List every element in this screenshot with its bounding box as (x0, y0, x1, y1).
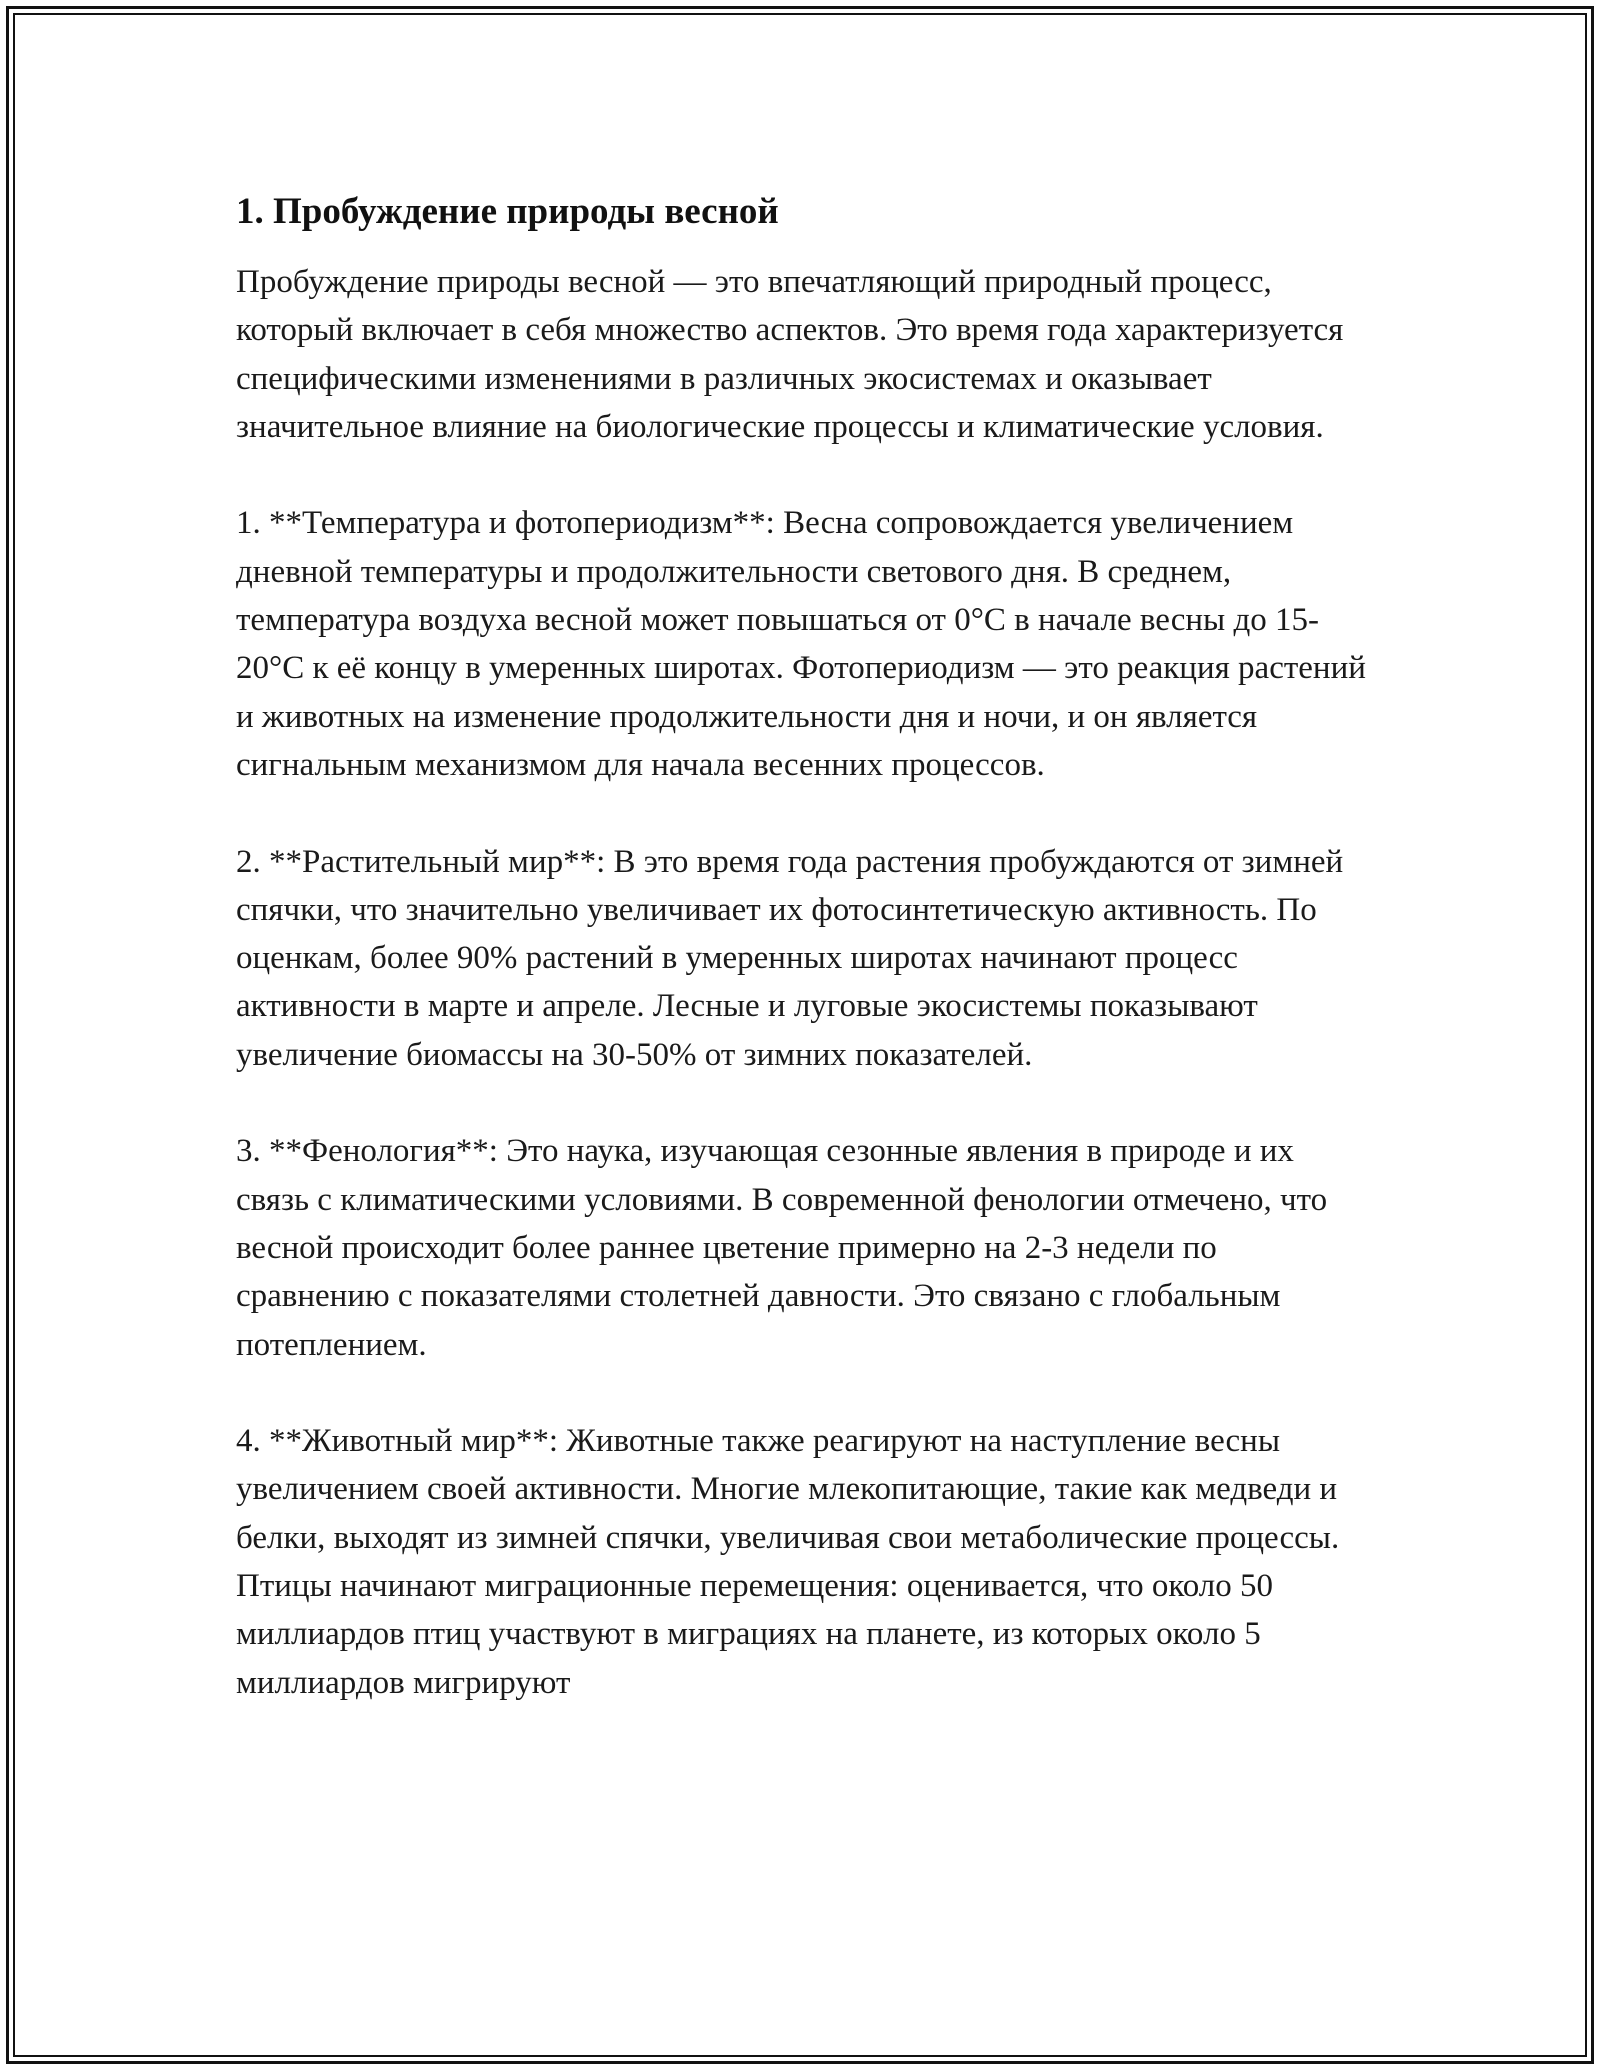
temperature-paragraph: 1. **Температура и фотопериодизм**: Весна сопровождается увеличением дневной температуры и продолжительности светового дня. В среднем, температура воздуха весной может повышаться от 0°C в начале весны до 15-20°C к её концу в умеренных широтах. Фотопериодизм — это реакция растений и животных на изменение продолжительности дня и ночи, и он является сигнальным механизмом для начала весенних процессов. (236, 505, 1366, 783)
intro-paragraph: Пробуждение природы весной — это впечатляющий природный процесс, который включает в себя множество аспектов. Это время года характеризуется специфическими изменениями в различных экосистемах и оказывает значительное влияние на биологические процессы и климатические условия. (236, 264, 1344, 445)
section-heading: 1. Пробуждение природы весной (236, 191, 779, 232)
animal-world-paragraph: 4. **Животный мир**: Животные также реагируют на наступление весны увеличением своей активности. Многие млекопитающие, такие как медведи и белки, выходят из зимней спячки, увеличивая свои метаболические процессы. Птицы начинают миграционные перемещения: оценивается, что около 50 миллиардов птиц участвуют в миграциях на планете, из которых около 5 миллиардов мигрируют (236, 1423, 1340, 1701)
document-body (236, 186, 1366, 1707)
plant-world-paragraph: 2. **Растительный мир**: В это время года растения пробуждаются от зимней спячки, что значительно увеличивает их фотосинтетическую активность. По оценкам, более 90% растений в умеренных широтах начинают процесс активности в марте и апреле. Лесные и луговые экосистемы показывают увеличение биомассы на 30-50% от зимних показателей. (236, 843, 1344, 1073)
phenology-paragraph: 3. **Фенология**: Это наука, изучающая сезонные явления в природе и их связь с климатическими условиями. В современной фенологии отмечено, что весной происходит более раннее цветение примерно на 2-3 недели по сравнению с показателями столетней давности. Это связано с глобальным потеплением. (236, 1133, 1328, 1363)
